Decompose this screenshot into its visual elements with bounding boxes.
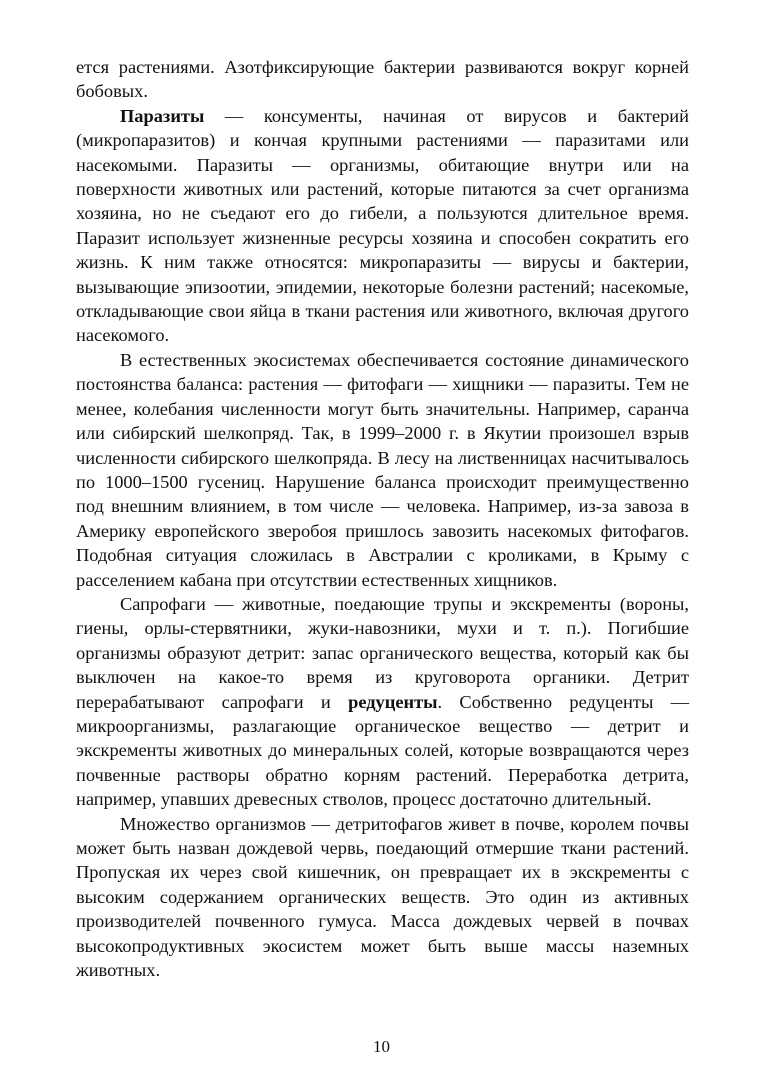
paragraph-ecosystem-balance: В естественных экосистемах обеспечивается состояние динамического постоянства баланса: растения — фитофаги — хищники — паразиты. Тем не менее, колебания численности могут быть значительны. Например, саранча или сибирский шелкопряд. Так, в 1999–2000 г. в Якутии произошел взрыв численности сибирского шелкопряда. В лесу на лиственницах насчитывалось по 1000–1500 гусениц. Нарушение баланса происходит преимущественно под внешним влиянием, в том числе — человека. Например, из-за завоза в Америку европейского зверобоя пришлось завозить насекомых фитофагов. Подобная ситуация сложилась в Австралии с кроликами, в Крыму с расселением кабана при отсутствии естественных хищников.: [76, 349, 689, 590]
term-parasites: Паразиты: [120, 105, 205, 126]
body-text: [76, 55, 689, 982]
page-number: 10: [373, 1037, 390, 1056]
term-reducents: редуценты: [348, 691, 438, 712]
paragraph-saprophages: [76, 592, 689, 812]
paragraph-saprophages-text-after: . Собственно редуценты — микроорганизмы, разлагающие органическое вещество — детрит и экскременты животных до минеральных солей, которые возвращаются через почвенные растворы обратно корням растений. Переработка детрита, например, упавших древесных стволов, процесс достаточно длительный.: [76, 691, 690, 810]
paragraph-detritophages: Множество организмов — детритофагов живет в почве, королем почвы может быть назван дождевой червь, поедающий отмершие ткани растений. Пропуская их через свой кишечник, он превращает их в экскременты с высоким содержанием органических веществ. Это один из активных производителей почвенного гумуса. Масса дождевых червей в почвах высокопродуктивных экосистем может быть выше массы наземных животных.: [76, 813, 689, 981]
paragraph-parasites-text: — консументы, начиная от вирусов и бактерий (микропаразитов) и кончая крупными растениями — паразитами или насекомыми. Паразиты — организмы, обитающие внутри или на поверхности животных или растений, которые питаются за счет организма хозяина, но не съедают его до гибели, а пользуются длительное время. Паразит использует жизненные ресурсы хозяина и способен сократить его жизнь. К ним также относятся: микропаразиты — вирусы и бактерии, вызывающие эпизоотии, эпидемии, некоторые болезни растений; насекомые, откладывающие свои яйца в ткани растения или животного, включая другого насекомого.: [76, 105, 689, 346]
paragraph-parasites: [76, 104, 689, 348]
paragraph-saprophages-text-before: Сапрофаги — животные, поедающие трупы и экскременты (вороны, гиены, орлы-стервятники, жуки-навозники, мухи и т. п.). Погибшие организмы образуют детрит: запас органического вещества, который как бы выключен на какое-то время из круговорота органики. Детрит перерабатывают сапрофаги и: [76, 593, 689, 712]
paragraph-continuation: ется растениями. Азотфиксирующие бактерии развиваются вокруг корней бобовых.: [76, 57, 689, 102]
